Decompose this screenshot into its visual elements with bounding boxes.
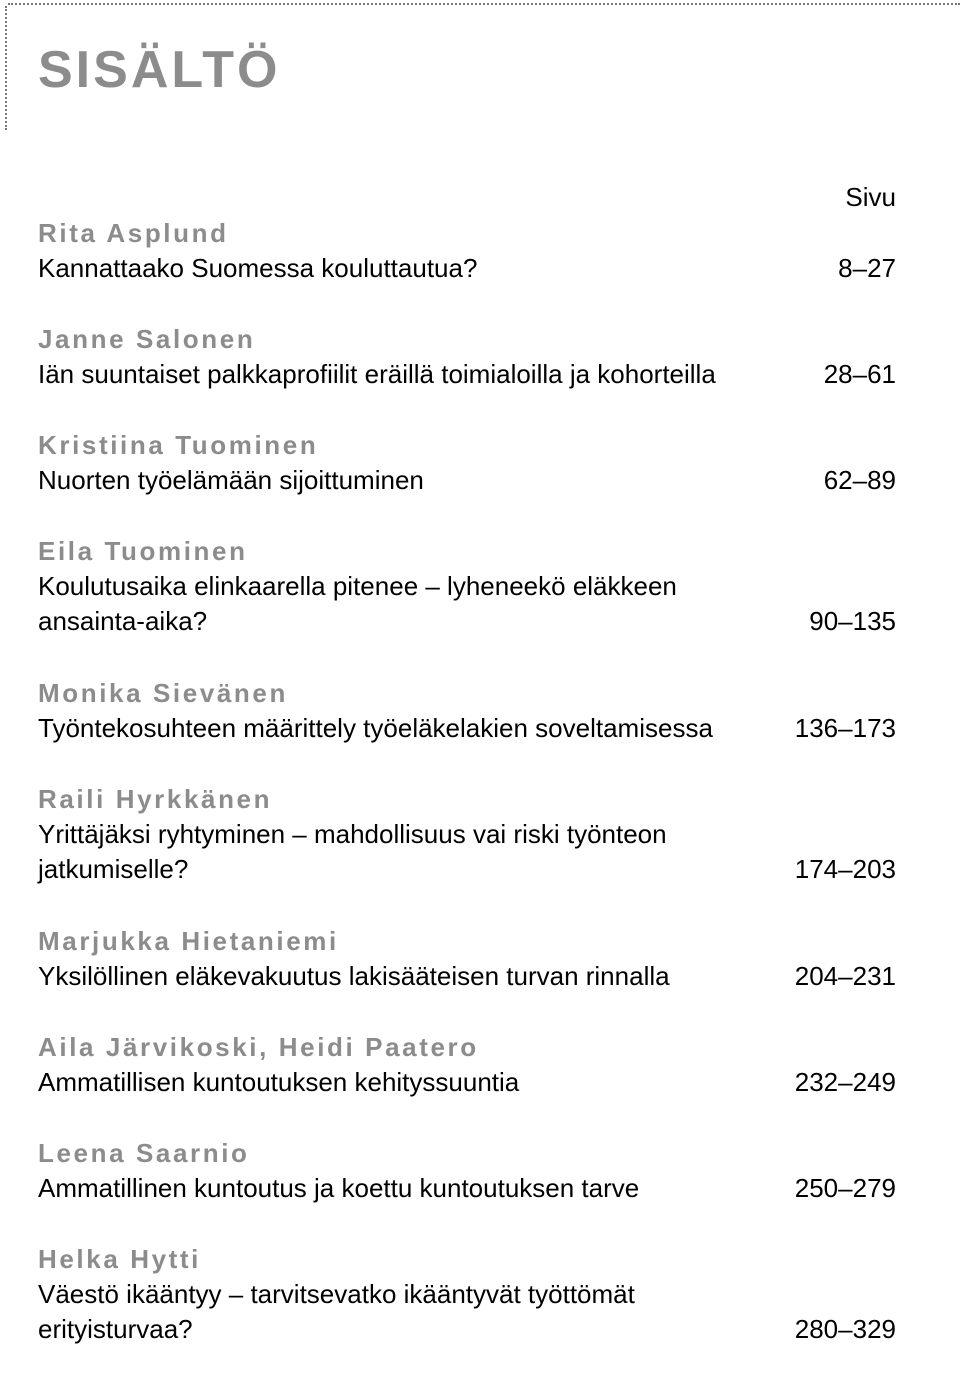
toc-author: Monika Sievänen	[38, 678, 288, 708]
side-dotted-border	[5, 6, 7, 130]
toc-row	[38, 1171, 896, 1206]
toc-entry	[38, 216, 896, 322]
toc-pages: 250–279	[794, 1173, 896, 1203]
toc-pages: 280–329	[794, 1314, 896, 1344]
page-title: SISÄLTÖ	[38, 41, 281, 99]
toc-title: Yksilöllinen eläkevakuutus lakisääteisen turvan rinnalla	[38, 961, 670, 991]
toc-row	[38, 357, 896, 392]
toc-author: Leena Saarnio	[38, 1138, 250, 1168]
toc-entry	[38, 782, 896, 924]
toc-row	[38, 1277, 896, 1347]
toc-author: Kristiina Tuominen	[38, 430, 319, 460]
table-of-contents	[38, 216, 896, 1384]
toc-row	[38, 711, 896, 746]
toc-row	[38, 251, 896, 286]
toc-title: Kannattaako Suomessa kouluttautua?	[38, 253, 478, 283]
toc-author: Helka Hytti	[38, 1244, 201, 1274]
top-dotted-border	[8, 3, 960, 5]
toc-pages: 174–203	[794, 854, 896, 884]
toc-pages: 8–27	[838, 253, 896, 283]
toc-row	[38, 569, 896, 639]
toc-entry	[38, 1242, 896, 1384]
toc-entry	[38, 924, 896, 1030]
toc-pages: 204–231	[794, 961, 896, 991]
toc-author: Rita Asplund	[38, 218, 229, 248]
toc-entry	[38, 428, 896, 534]
toc-entry	[38, 322, 896, 428]
toc-author: Raili Hyrkkänen	[38, 784, 273, 814]
toc-title: Ammatillinen kuntoutus ja koettu kuntoutuksen tarve	[38, 1173, 640, 1203]
toc-pages: 28–61	[823, 359, 896, 389]
toc-title: Yrittäjäksi ryhtyminen – mahdollisuus vai riski työnteon jatkumiselle?	[38, 819, 667, 884]
toc-row	[38, 959, 896, 994]
toc-row	[38, 463, 896, 498]
toc-row	[38, 817, 896, 887]
toc-author: Eila Tuominen	[38, 536, 248, 566]
toc-entry	[38, 534, 896, 676]
toc-pages: 232–249	[794, 1067, 896, 1097]
toc-author: Aila Järvikoski, Heidi Paatero	[38, 1032, 479, 1062]
toc-title: Iän suuntaiset palkkaprofiilit eräillä toimialoilla ja kohorteilla	[38, 359, 716, 389]
toc-title: Koulutusaika elinkaarella pitenee – lyheneekö eläkkeen ansainta-aika?	[38, 571, 677, 636]
toc-pages: 136–173	[794, 713, 896, 743]
toc-title: Ammatillisen kuntoutuksen kehityssuuntia	[38, 1067, 520, 1097]
toc-entry	[38, 676, 896, 782]
toc-title: Väestö ikääntyy – tarvitsevatko ikääntyvät työttömät erityisturvaa?	[38, 1279, 635, 1344]
page-column-header: Sivu	[845, 182, 896, 212]
toc-entry	[38, 1030, 896, 1136]
toc-title: Työntekosuhteen määrittely työeläkelakien soveltamisessa	[38, 713, 713, 743]
toc-pages: 90–135	[809, 606, 896, 636]
toc-entry	[38, 1136, 896, 1242]
toc-pages: 62–89	[823, 465, 896, 495]
toc-author: Janne Salonen	[38, 324, 256, 354]
toc-author: Marjukka Hietaniemi	[38, 926, 339, 956]
toc-row	[38, 1065, 896, 1100]
toc-title: Nuorten työelämään sijoittuminen	[38, 465, 424, 495]
